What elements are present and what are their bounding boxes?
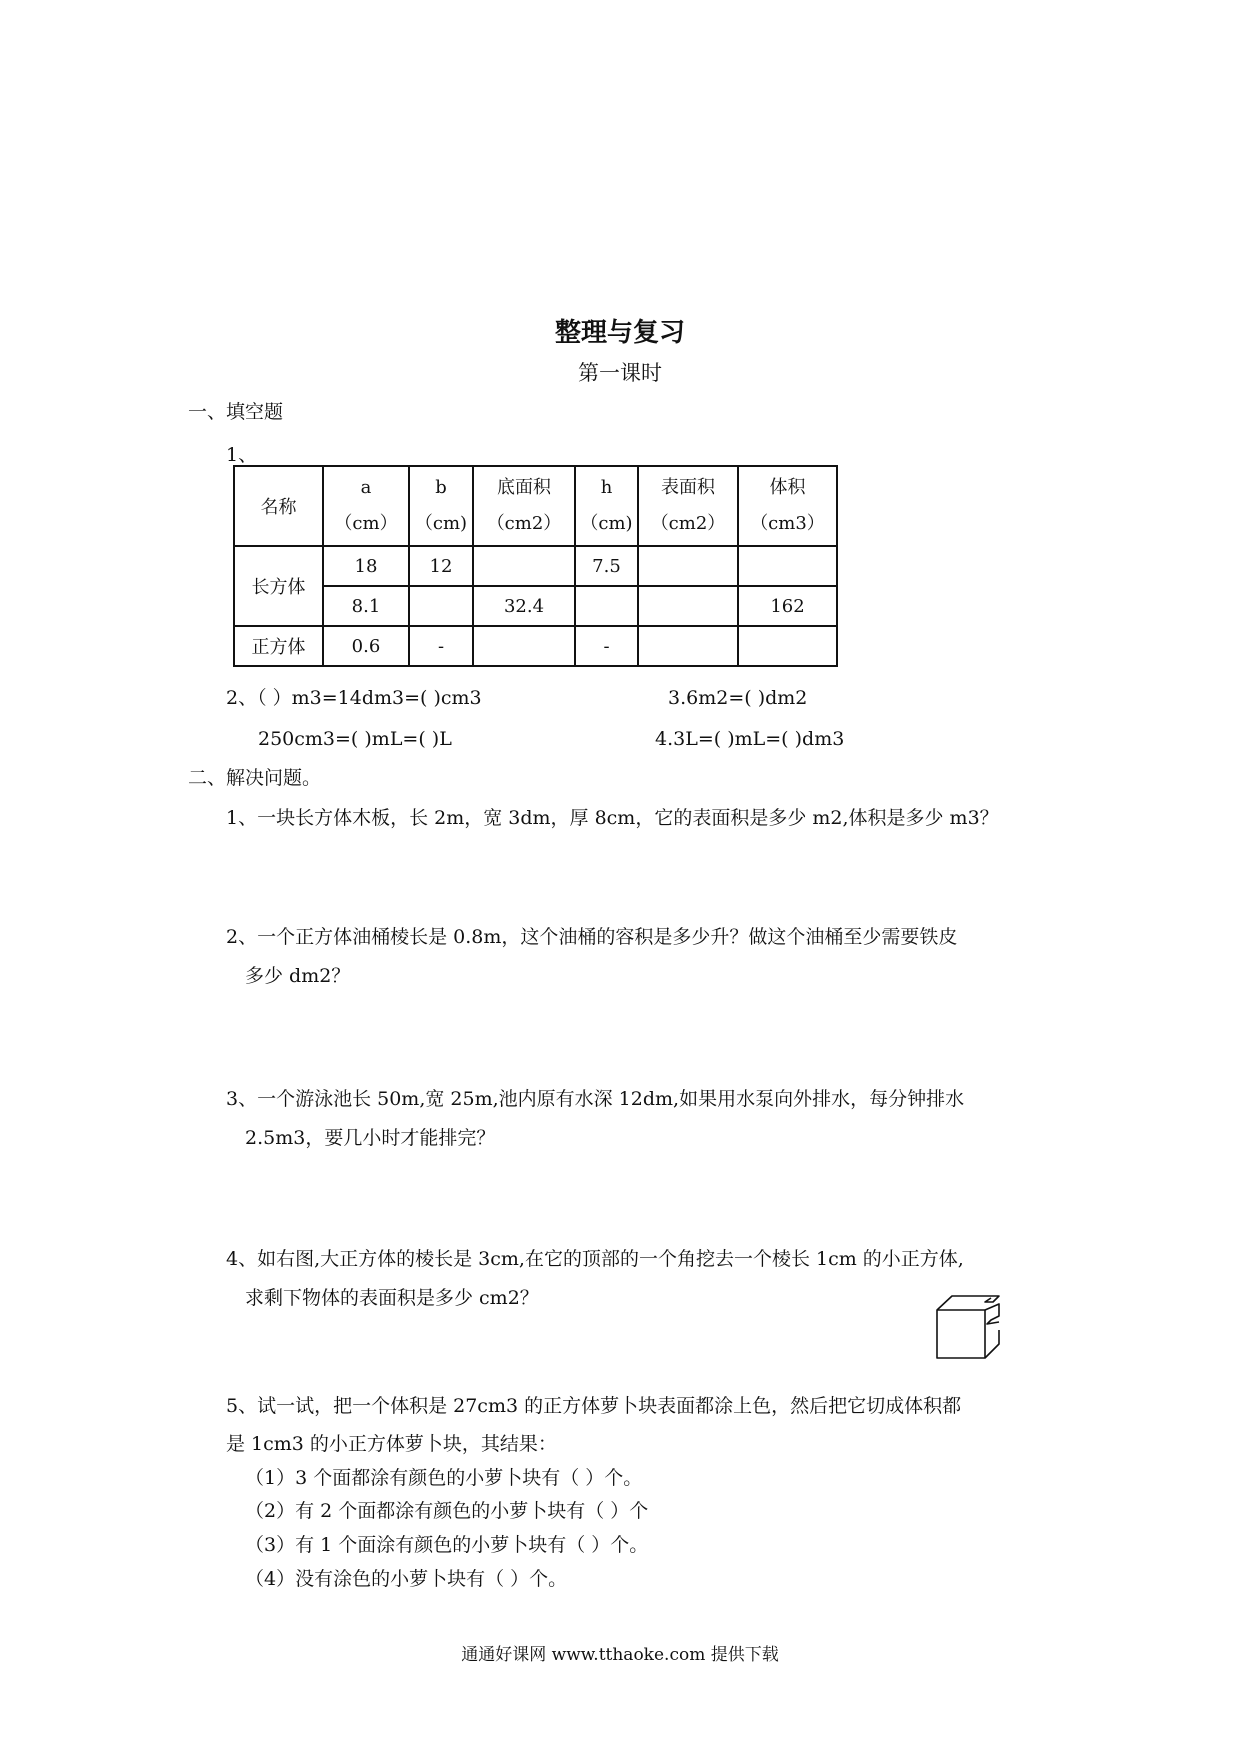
table-cell: - [409, 626, 473, 666]
table-group-cell: 正方体 [234, 626, 323, 666]
problem3-line1: 3、一个游泳池长 50m,宽 25m,池内原有水深 12dm,如果用水泵向外排水，每分钟排水 [226, 1088, 965, 1110]
table-cell: 8.1 [323, 586, 409, 626]
problem5-line2: 是 1cm3 的小正方体萝卜块，其结果： [226, 1433, 557, 1455]
table-header-cell: 表面积 （cm2） [638, 466, 738, 546]
table-header-cell: b （cm) [409, 466, 473, 546]
table-cell [638, 546, 738, 586]
table-header-cell: h （cm) [575, 466, 638, 546]
cube-with-notch-figure [935, 1290, 1015, 1360]
problem3-line2: 2.5m3，要几小时才能排完？ [245, 1127, 496, 1149]
table-cell [738, 546, 837, 586]
problem2-line2: 多少 dm2？ [245, 965, 351, 987]
problem5-subitem-2: （2）有 2 个面都涂有颜色的小萝卜块有（ ）个 [245, 1500, 649, 1522]
table-header-cell: 体积 （cm3） [738, 466, 837, 546]
problem5-line1: 5、试一试，把一个体积是 27cm3 的正方体萝卜块表面都涂上色，然后把它切成体积都 [226, 1395, 962, 1417]
table-cell: 0.6 [323, 626, 409, 666]
table-cell [738, 626, 837, 666]
question2-line1-part2: 3.6m2=( )dm2 [668, 687, 808, 709]
table-row [234, 586, 837, 626]
cube-top-face [937, 1296, 983, 1310]
table-header-cell: a （cm） [323, 466, 409, 546]
table-cell: - [575, 626, 638, 666]
table-row [234, 626, 837, 666]
question2-line2-part2: 4.3L=( )mL=( )dm3 [655, 728, 845, 750]
problem1-text: 1、一块长方体木板，长 2m，宽 3dm，厚 8cm，它的表面积是多少 m2,体积是多少 m3？ [226, 807, 999, 829]
table-cell [473, 546, 575, 586]
table-cell [473, 626, 575, 666]
problem5-subitem-4: （4）没有涂色的小萝卜块有（ ）个。 [245, 1568, 568, 1590]
table-cell: 12 [409, 546, 473, 586]
table-cell [409, 586, 473, 626]
dimensions-table [233, 465, 838, 667]
table-cell [575, 586, 638, 626]
table-header-row [234, 466, 837, 546]
section2-heading: 二、解决问题。 [188, 767, 322, 789]
problem4-line1: 4、如右图,大正方体的棱长是 3cm,在它的顶部的一个角挖去一个棱长 1cm 的小正方体, [226, 1248, 964, 1270]
cube-right-edge [985, 1330, 999, 1358]
page-footer: 通通好课网 www.tthaoke.com 提供下载 [461, 1645, 779, 1665]
question2-line2-part1: 250cm3=( )mL=( )L [258, 728, 452, 750]
table-cell: 162 [738, 586, 837, 626]
table-cell [638, 626, 738, 666]
page-title: 整理与复习 [554, 318, 685, 348]
table-group-cell: 长方体 [234, 546, 323, 626]
cube-front-face [937, 1310, 985, 1358]
table-row [234, 546, 837, 586]
page-subtitle: 第一课时 [578, 361, 662, 385]
table-header-cell: 底面积 （cm2） [473, 466, 575, 546]
section1-heading: 一、填空题 [188, 401, 284, 423]
table-cell [638, 586, 738, 626]
problem5-subitem-1: （1）3 个面都涂有颜色的小萝卜块有（ ）个。 [245, 1467, 643, 1489]
table-cell: 7.5 [575, 546, 638, 586]
problem5-subitem-3: （3）有 1 个面涂有颜色的小萝卜块有（ ）个。 [245, 1534, 649, 1556]
problem2-line1: 2、一个正方体油桶棱长是 0.8m，这个油桶的容积是多少升？做这个油桶至少需要铁皮 [226, 926, 958, 948]
table-cell: 18 [323, 546, 409, 586]
problem4-line2: 求剩下物体的表面积是多少 cm2？ [245, 1287, 539, 1309]
table-header-cell: 名称 [234, 466, 323, 546]
question1-label: 1、 [226, 444, 258, 466]
table-cell: 32.4 [473, 586, 575, 626]
question2-line1-part1: 2、（ ）m3=14dm3=( )cm3 [226, 687, 482, 709]
